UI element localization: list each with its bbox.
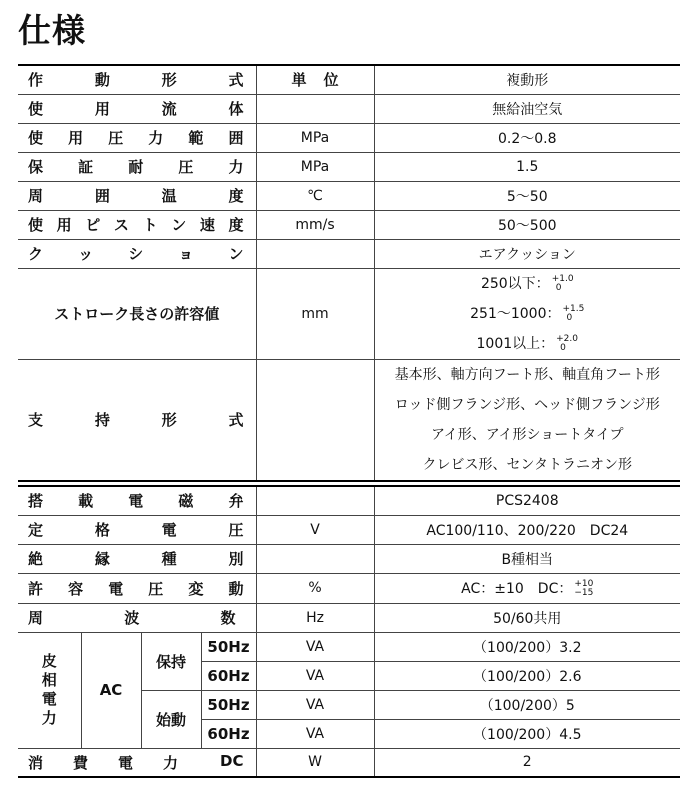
row-label: 絶 縁 種 別 xyxy=(18,544,256,573)
row-label: 定 格 電 圧 xyxy=(18,515,256,544)
table-row xyxy=(18,65,680,94)
table-row-stroke xyxy=(18,268,680,359)
unit-cell: VA xyxy=(256,661,374,690)
ac-label: AC xyxy=(81,632,141,748)
table-row-support xyxy=(18,359,680,481)
row-label: 作 動 形 式 xyxy=(18,65,256,94)
hz-label: 60Hz xyxy=(201,719,256,748)
value-cell: 2 xyxy=(374,748,680,777)
row-label: 周 波 数 xyxy=(18,603,256,632)
table-row xyxy=(18,748,680,777)
stroke-tolerance-cell xyxy=(374,268,680,359)
table-row xyxy=(18,603,680,632)
value-cell: 0.2～0.8 xyxy=(374,123,680,152)
unit-cell: V xyxy=(256,515,374,544)
unit-cell: mm xyxy=(256,268,374,359)
row-label: 周 囲 温 度 xyxy=(18,181,256,210)
table-row xyxy=(18,544,680,573)
row-label: 消 費 電 力 DC xyxy=(18,748,256,777)
value-cell: AC100/110、200/220 DC24 xyxy=(374,515,680,544)
value-cell: 1.5 xyxy=(374,152,680,181)
value-cell: （100/200）5 xyxy=(374,690,680,719)
unit-cell: W xyxy=(256,748,374,777)
row-label: ストローク長さの許容値 xyxy=(18,268,256,359)
row-label: 搭 載 電 磁 弁 xyxy=(18,486,256,515)
unit-cell xyxy=(256,544,374,573)
page-title: 仕様 xyxy=(18,11,86,50)
unit-cell: ℃ xyxy=(256,181,374,210)
support-type-line: 基本形、軸方向フート形、軸直角フート形 xyxy=(394,366,660,383)
unit-cell: % xyxy=(256,573,374,603)
stroke-tolerance-line: 1001以上： +2.0 0 xyxy=(476,333,578,353)
support-types-cell xyxy=(374,359,680,481)
table-row xyxy=(18,152,680,181)
value-cell: （100/200）3.2 xyxy=(374,632,680,661)
table-row xyxy=(18,239,680,268)
table-row xyxy=(18,123,680,152)
table-row xyxy=(18,632,680,661)
unit-cell: VA xyxy=(256,632,374,661)
value-cell: 50～500 xyxy=(374,210,680,239)
table-row xyxy=(18,210,680,239)
unit-header: 単 位 xyxy=(256,65,374,94)
value-cell: （100/200）2.6 xyxy=(374,661,680,690)
value-cell: B種相当 xyxy=(374,544,680,573)
support-type-line: ロッド側フランジ形、ヘッド側フランジ形 xyxy=(394,396,660,413)
unit-cell: VA xyxy=(256,719,374,748)
table-row xyxy=(18,94,680,123)
unit-cell: MPa xyxy=(256,123,374,152)
unit-cell: mm/s xyxy=(256,210,374,239)
unit-cell: Hz xyxy=(256,603,374,632)
spec-table-cylinder xyxy=(18,64,680,482)
stroke-tolerance-line: 250以下： +1.0 0 xyxy=(480,273,574,293)
unit-cell xyxy=(256,239,374,268)
value-cell: 50/60共用 xyxy=(374,603,680,632)
voltage-variation-cell: AC：±10 DC： +10 −15 xyxy=(374,573,680,603)
start-label: 始動 xyxy=(141,690,201,748)
unit-cell xyxy=(256,359,374,481)
unit-cell: VA xyxy=(256,690,374,719)
hz-label: 50Hz xyxy=(201,632,256,661)
unit-cell xyxy=(256,94,374,123)
value-cell: 複動形 xyxy=(374,65,680,94)
row-label: 使 用 圧 力 範 囲 xyxy=(18,123,256,152)
row-label: 使 用 流 体 xyxy=(18,94,256,123)
row-label: ク ッ シ ョ ン xyxy=(18,239,256,268)
value-cell: PCS2408 xyxy=(374,486,680,515)
unit-cell xyxy=(256,486,374,515)
value-cell: 無給油空気 xyxy=(374,94,680,123)
value-cell: エアクッション xyxy=(374,239,680,268)
apparent-power-label: 皮 相 電 力 xyxy=(18,632,81,748)
support-type-line: アイ形、アイ形ショートタイプ xyxy=(431,426,624,443)
row-label: 許 容 電 圧 変 動 xyxy=(18,573,256,603)
table-row xyxy=(18,515,680,544)
unit-cell: MPa xyxy=(256,152,374,181)
spec-table-solenoid xyxy=(18,485,680,778)
row-label: 保 証 耐 圧 力 xyxy=(18,152,256,181)
hz-label: 50Hz xyxy=(201,690,256,719)
value-cell: （100/200）4.5 xyxy=(374,719,680,748)
hold-label: 保持 xyxy=(141,632,201,690)
row-label: 支 持 形 式 xyxy=(18,359,256,481)
stroke-tolerance-line: 251～1000： +1.5 0 xyxy=(470,303,585,323)
table-row xyxy=(18,181,680,210)
support-type-line: クレビス形、センタトラニオン形 xyxy=(422,456,632,473)
row-label: 使 用 ピ ス ト ン 速 度 xyxy=(18,210,256,239)
table-row xyxy=(18,573,680,603)
value-cell: 5～50 xyxy=(374,181,680,210)
hz-label: 60Hz xyxy=(201,661,256,690)
table-row xyxy=(18,486,680,515)
